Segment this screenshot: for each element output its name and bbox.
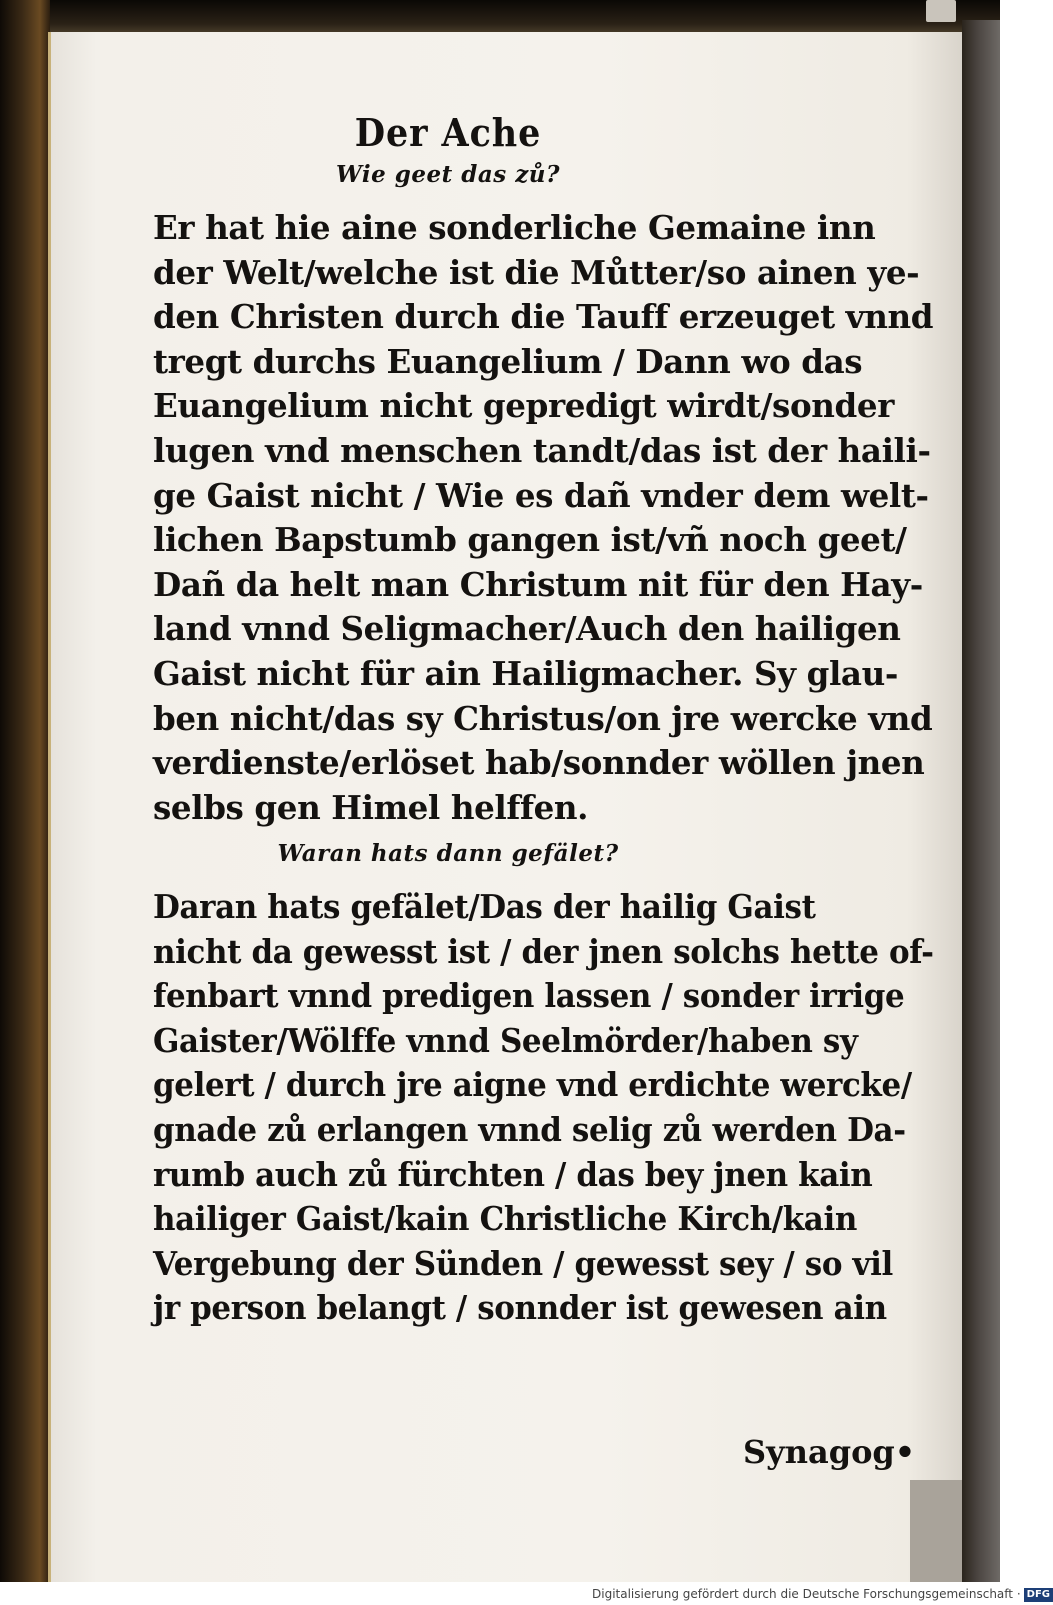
text-line: fenbart vnnd predigen lassen / sonder irrige: [153, 976, 905, 1016]
text-line: Vergebung der Sünden / gewesst sey / so vil: [153, 1243, 893, 1283]
text-line: der Welt/welche ist die Můtter/so ainen ye-: [153, 252, 920, 292]
text-line: hailiger Gaist/kain Christliche Kirch/kain: [153, 1199, 857, 1239]
book-edge-right: [962, 20, 1000, 1582]
page-text: [153, 110, 953, 1471]
text-line: gnade zů erlangen vnnd selig zů werden Da-: [153, 1109, 906, 1149]
question-heading-1: Wie geet das zů?: [336, 161, 560, 188]
text-line: ben nicht/das sy Christus/on jre wercke vnd: [153, 698, 933, 738]
text-line: Daran hats gefälet/Das der hailig Gaist: [153, 887, 816, 926]
text-line: tregt durchs Euangelium / Dann wo das: [153, 341, 863, 381]
text-line: Dañ da helt man Christum nit für den Hay-: [153, 564, 923, 604]
page-corner: [910, 1480, 962, 1582]
paragraph-2: [153, 885, 985, 1331]
catchword: Synagog•: [743, 1433, 916, 1471]
text-line: jr person belangt / sonnder ist gewesen ain: [153, 1288, 887, 1328]
text-line: rumb auch zů fürchten / das bey jnen kain: [153, 1154, 873, 1194]
credit-text: Digitalisierung gefördert durch die Deutsche Forschungsgemeinschaft ·: [592, 1587, 1021, 1601]
text-line: Gaister/Wölffe vnnd Seelmörder/haben sy: [153, 1020, 858, 1060]
paragraph-1: [153, 206, 944, 830]
page-clip: [926, 0, 956, 22]
question-heading-2: Waran hats dann gefälet?: [277, 840, 619, 867]
text-line: Euangelium nicht gepredigt wirdt/sonder: [153, 386, 894, 426]
book-binding-left: [0, 0, 50, 1582]
text-line: nicht da gewesst ist / der jnen solchs hette of-: [153, 931, 934, 971]
dfg-logo: DFG: [1024, 1588, 1053, 1602]
text-line: lugen vnd menschen tandt/das ist der haili-: [153, 430, 931, 470]
text-line: ge Gaist nicht / Wie es dañ vnder dem welt-: [153, 475, 929, 515]
text-line: verdienste/erlöset hab/sonnder wöllen jnen: [153, 743, 925, 783]
text-line: selbs gen Himel helffen.: [153, 787, 589, 827]
book-cover-top: [40, 0, 1000, 34]
text-line: gelert / durch jre aigne vnd erdichte wercke/: [153, 1065, 912, 1105]
text-line: den Christen durch die Tauff erzeuget vnnd: [153, 297, 934, 337]
text-line: Er hat hie aine sonderliche Gemaine inn: [153, 208, 876, 247]
running-head: Der Ache: [354, 110, 542, 155]
text-line: lichen Bapstumb gangen ist/vñ noch geet/: [153, 520, 907, 560]
text-line: Gaist nicht für ain Hailigmacher. Sy glau-: [153, 653, 898, 693]
text-line: land vnnd Seligmacher/Auch den hailigen: [153, 609, 901, 649]
digitization-credit: [592, 1583, 1050, 1605]
